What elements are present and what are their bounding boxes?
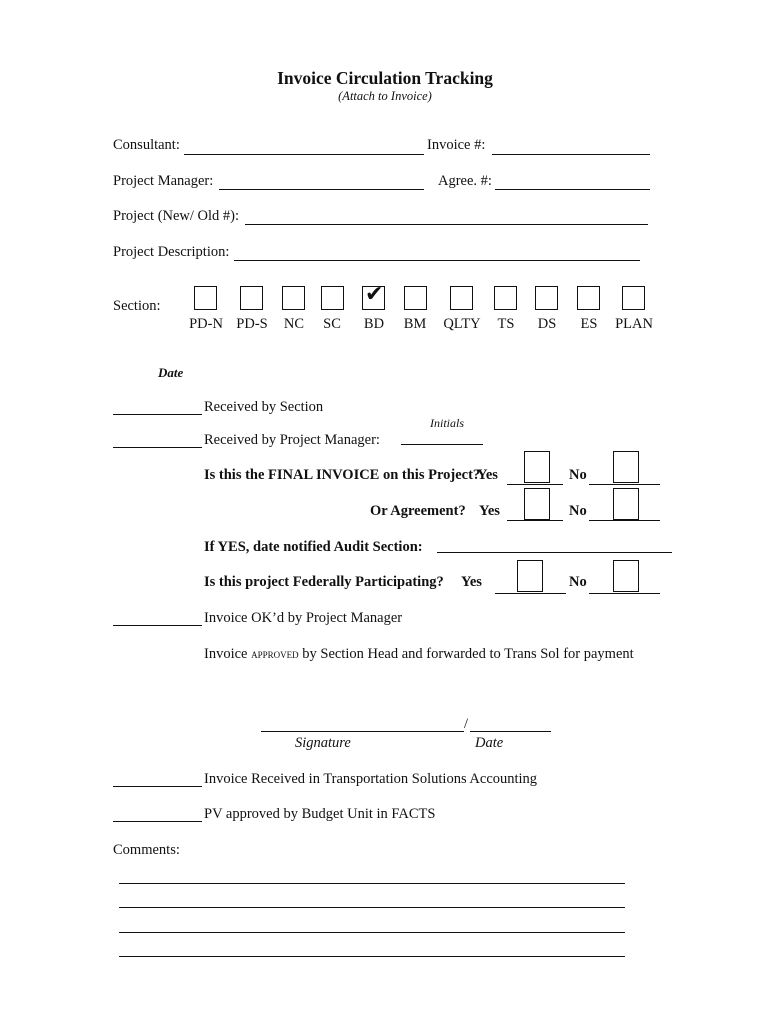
comments-line-4[interactable]	[119, 956, 625, 957]
comments-line-1[interactable]	[119, 883, 625, 884]
pv-approved-date-field[interactable]	[113, 821, 202, 822]
section-checkbox-es[interactable]	[577, 286, 600, 310]
invoice-ok-date-field[interactable]	[113, 625, 202, 626]
federally-no-line	[589, 593, 660, 594]
project-manager-label: Project Manager:	[113, 173, 214, 189]
section-checkbox-pd-s[interactable]	[240, 286, 263, 310]
section-label-pd-n: PD-N	[189, 316, 223, 332]
date-caption: Date	[475, 735, 504, 751]
form-title: Invoice Circulation Tracking	[277, 68, 493, 88]
signature-date-separator: /	[464, 716, 469, 732]
invoice-ok-label: Invoice OK’d by Project Manager	[204, 610, 403, 626]
section-label-sc: SC	[323, 316, 341, 332]
final-invoice-question: Is this the FINAL INVOICE on this Project?	[204, 467, 481, 483]
received-by-section-date-field[interactable]	[113, 414, 202, 415]
consultant-label: Consultant:	[113, 137, 180, 153]
section-checkbox-pd-n[interactable]	[194, 286, 217, 310]
federally-yes-line	[495, 593, 566, 594]
invoice-received-date-field[interactable]	[113, 786, 202, 787]
audit-notified-label: If YES, date notified Audit Section:	[204, 539, 423, 555]
comments-label: Comments:	[113, 842, 180, 858]
federally-yes-checkbox[interactable]	[517, 560, 543, 592]
section-label-bd: BD	[363, 316, 385, 332]
federally-participating-question: Is this project Federally Participating?	[204, 574, 444, 590]
form-subtitle: (Attach to Invoice)	[338, 89, 432, 103]
section-label-nc: NC	[283, 316, 305, 332]
section-checkbox-ts[interactable]	[494, 286, 517, 310]
received-by-section-label: Received by Section	[204, 399, 324, 415]
section-checkbox-ds[interactable]	[535, 286, 558, 310]
section-checkbox-bd[interactable]	[362, 282, 385, 310]
final-invoice-no-line	[589, 484, 660, 485]
invoice-received-label: Invoice Received in Transportation Solutions Accounting	[204, 771, 538, 787]
or-agreement-yes-checkbox[interactable]	[524, 488, 550, 520]
section-checkbox-nc[interactable]	[282, 286, 305, 310]
project-description-label: Project Description:	[113, 244, 230, 260]
section-label-plan: PLAN	[615, 316, 653, 332]
federally-yes-label: Yes	[461, 574, 482, 590]
invoice-approved-text	[204, 646, 634, 663]
pv-approved-label: PV approved by Budget Unit in FACTS	[204, 806, 436, 822]
audit-notified-date-field[interactable]	[437, 552, 672, 553]
invoice-number-field[interactable]	[492, 154, 650, 155]
approved-word: approved	[251, 647, 299, 661]
section-label-es: ES	[580, 316, 598, 332]
or-agreement-no-line	[589, 520, 660, 521]
section-checkbox-bm[interactable]	[404, 286, 427, 310]
final-invoice-yes-label: Yes	[477, 467, 498, 483]
agreement-number-label: Agree. #:	[438, 173, 492, 189]
or-agreement-yes-label: Yes	[479, 503, 500, 519]
received-by-pm-date-field[interactable]	[113, 447, 202, 448]
agreement-number-field[interactable]	[495, 189, 650, 190]
date-column-header: Date	[158, 365, 184, 380]
section-label-qlty: QLTY	[443, 316, 481, 332]
invoice-number-label: Invoice #:	[427, 137, 486, 153]
section-label-bm: BM	[403, 316, 427, 332]
final-invoice-no-label: No	[569, 467, 587, 483]
checkmark-icon: ✔	[365, 282, 384, 307]
section-checkbox-qlty[interactable]	[450, 286, 473, 310]
initials-label: Initials	[430, 416, 465, 430]
pm-initials-field[interactable]	[401, 444, 483, 445]
received-by-pm-label: Received by Project Manager:	[204, 432, 380, 448]
section-label-ts: TS	[497, 316, 515, 332]
final-invoice-yes-line	[507, 484, 563, 485]
approved-text-pre: Invoice	[204, 646, 248, 662]
comments-line-2[interactable]	[119, 907, 625, 908]
project-number-label: Project (New/ Old #):	[113, 208, 240, 224]
or-agreement-question: Or Agreement?	[370, 503, 466, 519]
signature-caption: Signature	[295, 735, 351, 751]
project-number-field[interactable]	[245, 224, 648, 225]
section-checkbox-plan[interactable]	[622, 286, 645, 310]
or-agreement-yes-line	[507, 520, 563, 521]
federally-no-checkbox[interactable]	[613, 560, 639, 592]
signature-date-field[interactable]	[470, 731, 551, 732]
approved-text-post: by Section Head and forwarded to Trans Sol for payment	[302, 646, 634, 662]
comments-line-3[interactable]	[119, 932, 625, 933]
federally-no-label: No	[569, 574, 587, 590]
or-agreement-no-label: No	[569, 503, 587, 519]
signature-field[interactable]	[261, 731, 464, 732]
section-checkbox-sc[interactable]	[321, 286, 344, 310]
section-label-pd-s: PD-S	[236, 316, 268, 332]
or-agreement-no-checkbox[interactable]	[613, 488, 639, 520]
project-description-field[interactable]	[234, 260, 640, 261]
final-invoice-no-checkbox[interactable]	[613, 451, 639, 483]
section-label: Section:	[113, 298, 161, 314]
project-manager-field[interactable]	[219, 189, 424, 190]
consultant-field[interactable]	[184, 154, 424, 155]
final-invoice-yes-checkbox[interactable]	[524, 451, 550, 483]
section-label-ds: DS	[537, 316, 557, 332]
